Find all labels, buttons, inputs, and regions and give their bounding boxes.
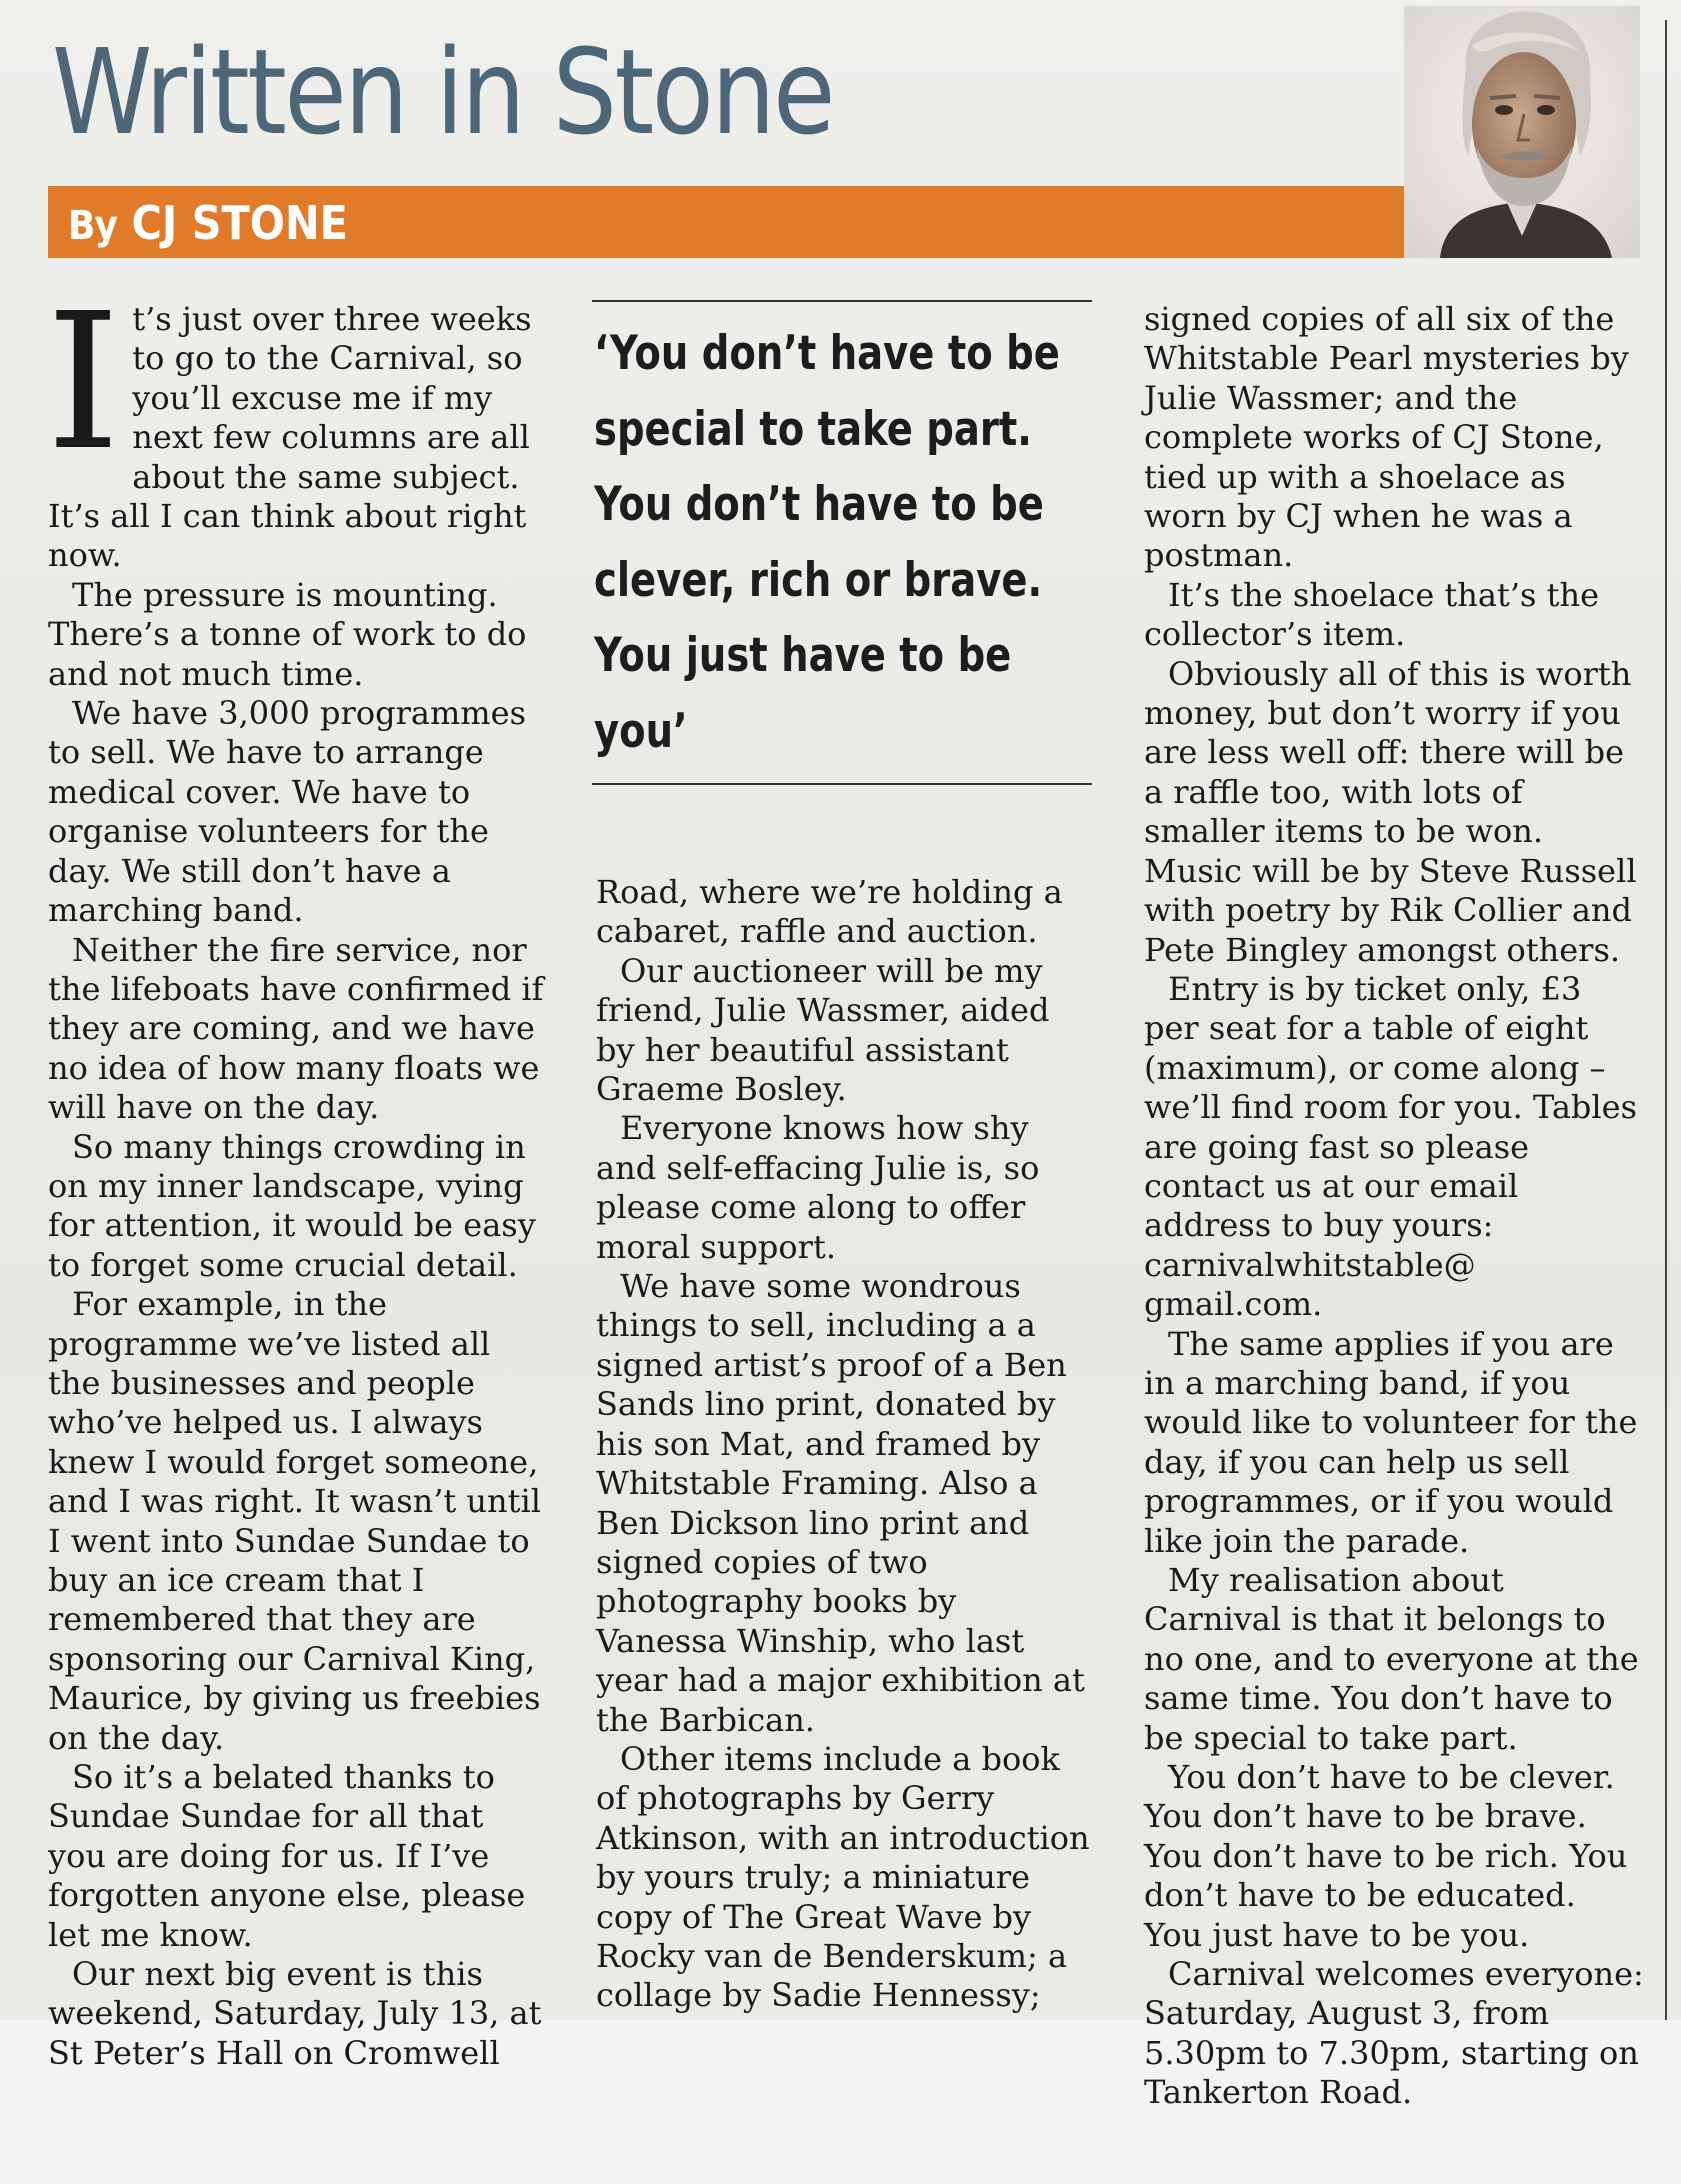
paragraph: Our next big event is this weekend, Saturday, July 13, at St Peter’s Hall on Cromwell <box>48 1955 542 2072</box>
paragraph: You don’t have to be clever. You don’t have to be brave. You don’t have to be rich. You don’t have to be educated. You just have to be you. <box>1144 1758 1628 1954</box>
paragraph: Our auctioneer will be my friend, Julie Wassmer, aided by her beautiful assistant Graeme Bosley. <box>596 951 1050 1109</box>
paragraph: We have some wondrous things to sell, including a a signed artist’s proof of a Ben Sands lino print, donated by his son Mat, and framed by Whitstable Framing. Also a Ben Dickson lino print and signed copies of two photography books by Vanessa Winship, who last year had a major exhibition at the Barbican. <box>596 1267 1085 1739</box>
article-column-2 <box>596 873 1096 2016</box>
pull-quote-text: ‘You don’t have to be special to take part. You don’t have to be clever, rich or brave. You just have to be you’ <box>594 326 1060 759</box>
paragraph: So it’s a belated thanks to Sundae Sundae for all that you are doing for us. If I’ve forgotten anyone else, please let me know. <box>48 1758 526 1954</box>
paragraph: My realisation about Carnival is that it belongs to no one, and to everyone at the same time. You don’t have to be special to take part. <box>1144 1561 1639 1757</box>
drop-cap: I <box>46 273 121 492</box>
paragraph-text: t’s just over three weeks to go to the Carnival, so you’ll excuse me if my next few columns are all about the same subject. It’s all I can think about right now. <box>48 300 532 575</box>
column-title: Written in Stone <box>52 23 833 161</box>
byline-author: CJ STONE <box>131 196 348 250</box>
column-rule <box>1665 20 1667 2020</box>
byline-by: By <box>68 203 118 249</box>
paragraph: The pressure is mounting. There’s a tonne of work to do and not much time. <box>48 575 527 693</box>
paragraph: So many things crowding in on my inner landscape, vying for attention, it would be easy to forget some crucial detail. <box>48 1127 536 1284</box>
paragraph: Entry is by ticket only, £3 per seat for a table of eight (maximum), or come along – we’ll find room for you. Tables are going fast so please contact us at our email address to buy yours: carnivalwhitstable@ gmail.com. <box>1144 969 1637 1324</box>
paragraph: Everyone knows how shy and self-effacing Julie is, so please come along to offer moral support. <box>596 1109 1040 1266</box>
article-column-1 <box>46 273 548 2073</box>
paragraph: We have 3,000 programmes to sell. We have to arrange medical cover. We have to organise volunteers for the day. We still don’t have a marching band. <box>48 694 526 930</box>
paragraph: Obviously all of this is worth money, but don’t worry if you are less well off: there will be a raffle too, with lots of smaller items to be won. Music will be by Steve Russell with poetry by Rik Collier and Pete Bingley amongst others. <box>1144 654 1637 969</box>
byline <box>68 196 348 253</box>
paragraph: It’s the shoelace that’s the collector’s item. <box>1144 575 1599 654</box>
paragraph: The same applies if you are in a marching band, if you would like to volunteer for the day, if you can help us sell programmes, or if you would like join the parade. <box>1144 1324 1638 1560</box>
paragraph: Other items include a book of photographs by Gerry Atkinson, with an introduction by yours truly; a miniature copy of The Great Wave by Rocky van de Benderskum; a collage by Sadie Hennessy; <box>596 1739 1090 2015</box>
author-photo <box>1404 6 1640 258</box>
paragraph: Carnival welcomes everyone: Saturday, August 3, from 5.30pm to 7.30pm, starting on Tankerton Road. <box>1144 1955 1644 2112</box>
paragraph <box>46 273 548 576</box>
pull-quote <box>592 300 1092 785</box>
article-column-3 <box>1144 300 1644 2113</box>
paragraph: For example, in the programme we’ve listed all the businesses and people who’ve helped us. I always knew I would forget someone, and I was right. It wasn’t until I went into Sundae Sundae to buy an ice cream that I remembered that they are sponsoring our Carnival King, Maurice, by giving us freebies on the day. <box>48 1285 541 1757</box>
paragraph: Neither the fire service, nor the lifeboats have confirmed if they are coming, and we have no idea of how many floats we will have on the day. <box>48 930 544 1127</box>
paragraph: Road, where we’re holding a cabaret, raffle and auction. <box>596 873 1063 951</box>
paragraph: signed copies of all six of the Whitstable Pearl mysteries by Julie Wassmer; and the complete works of CJ Stone, tied up with a shoelace as worn by CJ when he was a postman. <box>1144 300 1629 575</box>
